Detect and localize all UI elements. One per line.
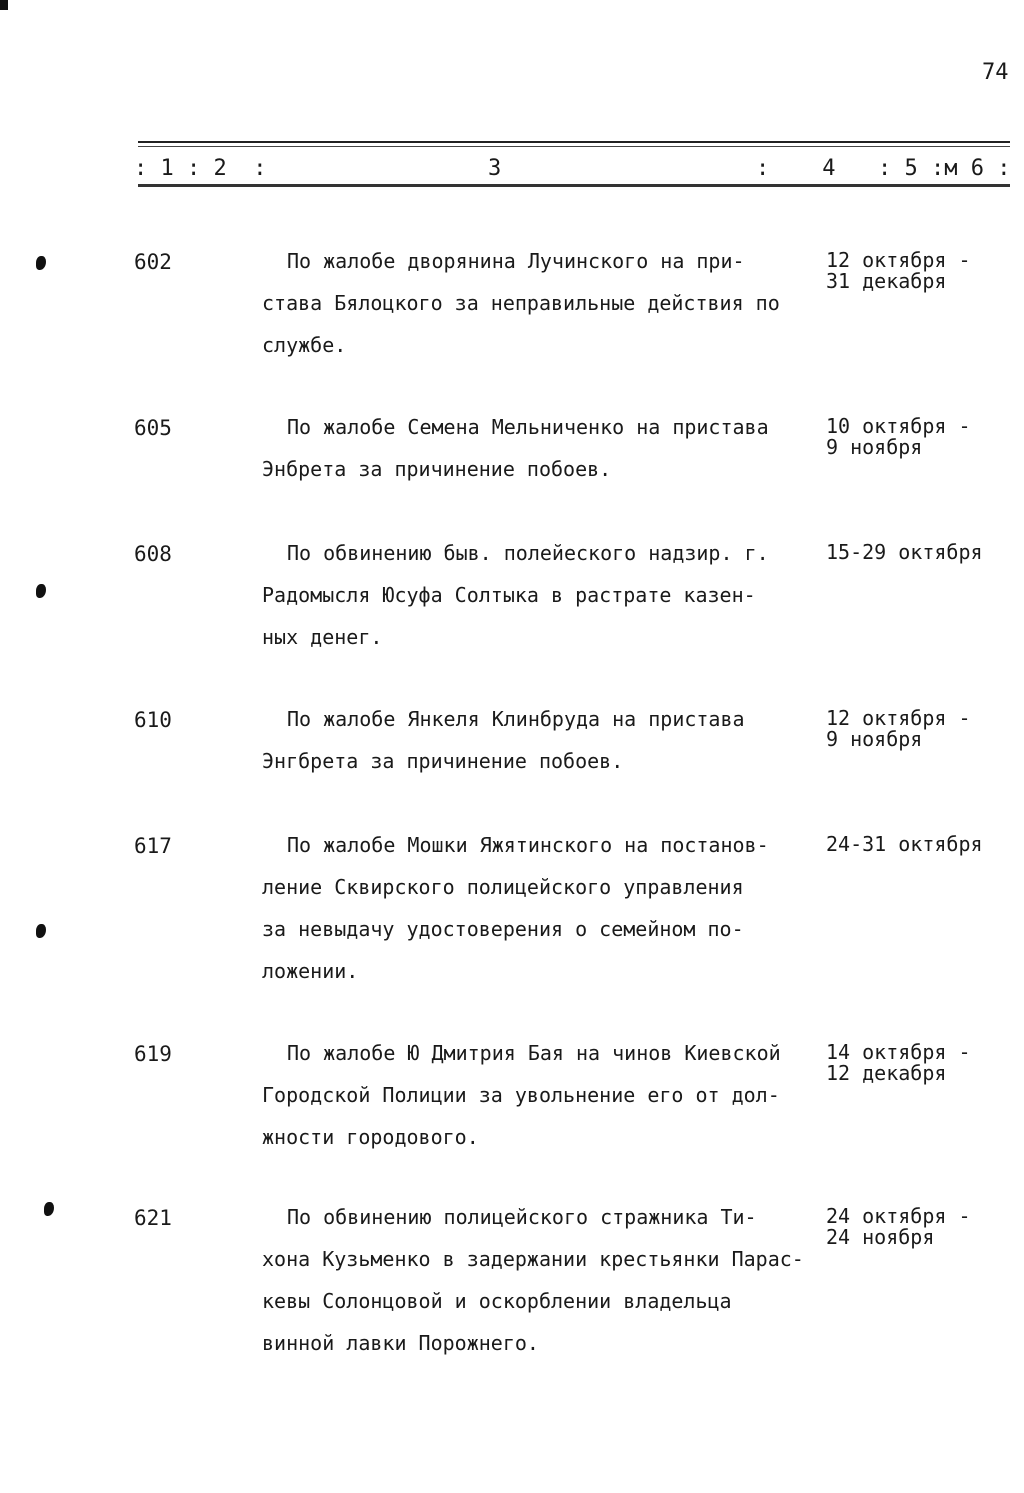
entry-number: 621 xyxy=(134,1206,172,1230)
entry-dates: 10 октября - 9 ноября xyxy=(826,414,971,459)
entry-dates: 12 октября - 9 ноября xyxy=(826,706,971,751)
entry-number: 619 xyxy=(134,1042,172,1066)
entry-dates: 14 октября - 12 декабря xyxy=(826,1040,971,1085)
entry-number: 610 xyxy=(134,708,172,732)
column-header-5-6: : 5 :м 6 : xyxy=(878,156,1011,181)
entry-description: По жалобе Семена Мельниченко на пристава Энбрета за причинение побоев. xyxy=(262,415,769,481)
entry-description: По жалобе Ю Дмитрия Бая на чинов Киевской Городской Полиции за увольнение его от дол- жности городового. xyxy=(262,1041,781,1149)
column-header-4: : 4 xyxy=(756,156,836,181)
margin-punch-mark xyxy=(36,584,46,598)
entry-number: 602 xyxy=(134,250,172,274)
margin-punch-mark xyxy=(36,256,46,270)
header-rule-top-thin xyxy=(138,146,1010,147)
entry-description: По обвинению быв. полейеского надзир. г. Радомысля Юсуфа Солтыка в растрате казен- ных денег. xyxy=(262,541,769,649)
page-number: 74 xyxy=(982,60,1009,85)
column-header-1-2: : 1 : 2 : xyxy=(134,156,267,181)
entry-description: По обвинению полицейского стражника Ти- хона Кузьменко в задержании крестьянки Парас- кевы Солонцовой и оскорблении владельца винной лавки Порожнего. xyxy=(262,1205,804,1355)
margin-punch-mark xyxy=(36,924,46,938)
entry-dates: 15-29 октября xyxy=(826,540,983,564)
header-rule-bottom xyxy=(138,184,1010,187)
corner-scan-mark xyxy=(0,0,8,10)
entry-dates: 24-31 октября xyxy=(826,832,983,856)
margin-punch-mark xyxy=(44,1202,54,1216)
entry-number: 608 xyxy=(134,542,172,566)
entry-description: По жалобе дворянина Лучинского на при- става Бялоцкого за неправильные действия по службе. xyxy=(262,249,780,357)
entry-dates: 24 октября - 24 ноября xyxy=(826,1204,971,1249)
entry-number: 617 xyxy=(134,834,172,858)
entry-dates: 12 октября - 31 декабря xyxy=(826,248,971,293)
header-rule-top xyxy=(138,141,1010,143)
entry-description: По жалобе Мошки Яжятинского на постанов- ление Сквирского полицейского управления за невыдачу удостоверения о семейном по- ложении. xyxy=(262,833,769,983)
entry-number: 605 xyxy=(134,416,172,440)
column-header-3: 3 xyxy=(488,156,502,181)
entry-description: По жалобе Янкеля Клинбруда на пристава Энгбрета за причинение побоев. xyxy=(262,707,745,773)
